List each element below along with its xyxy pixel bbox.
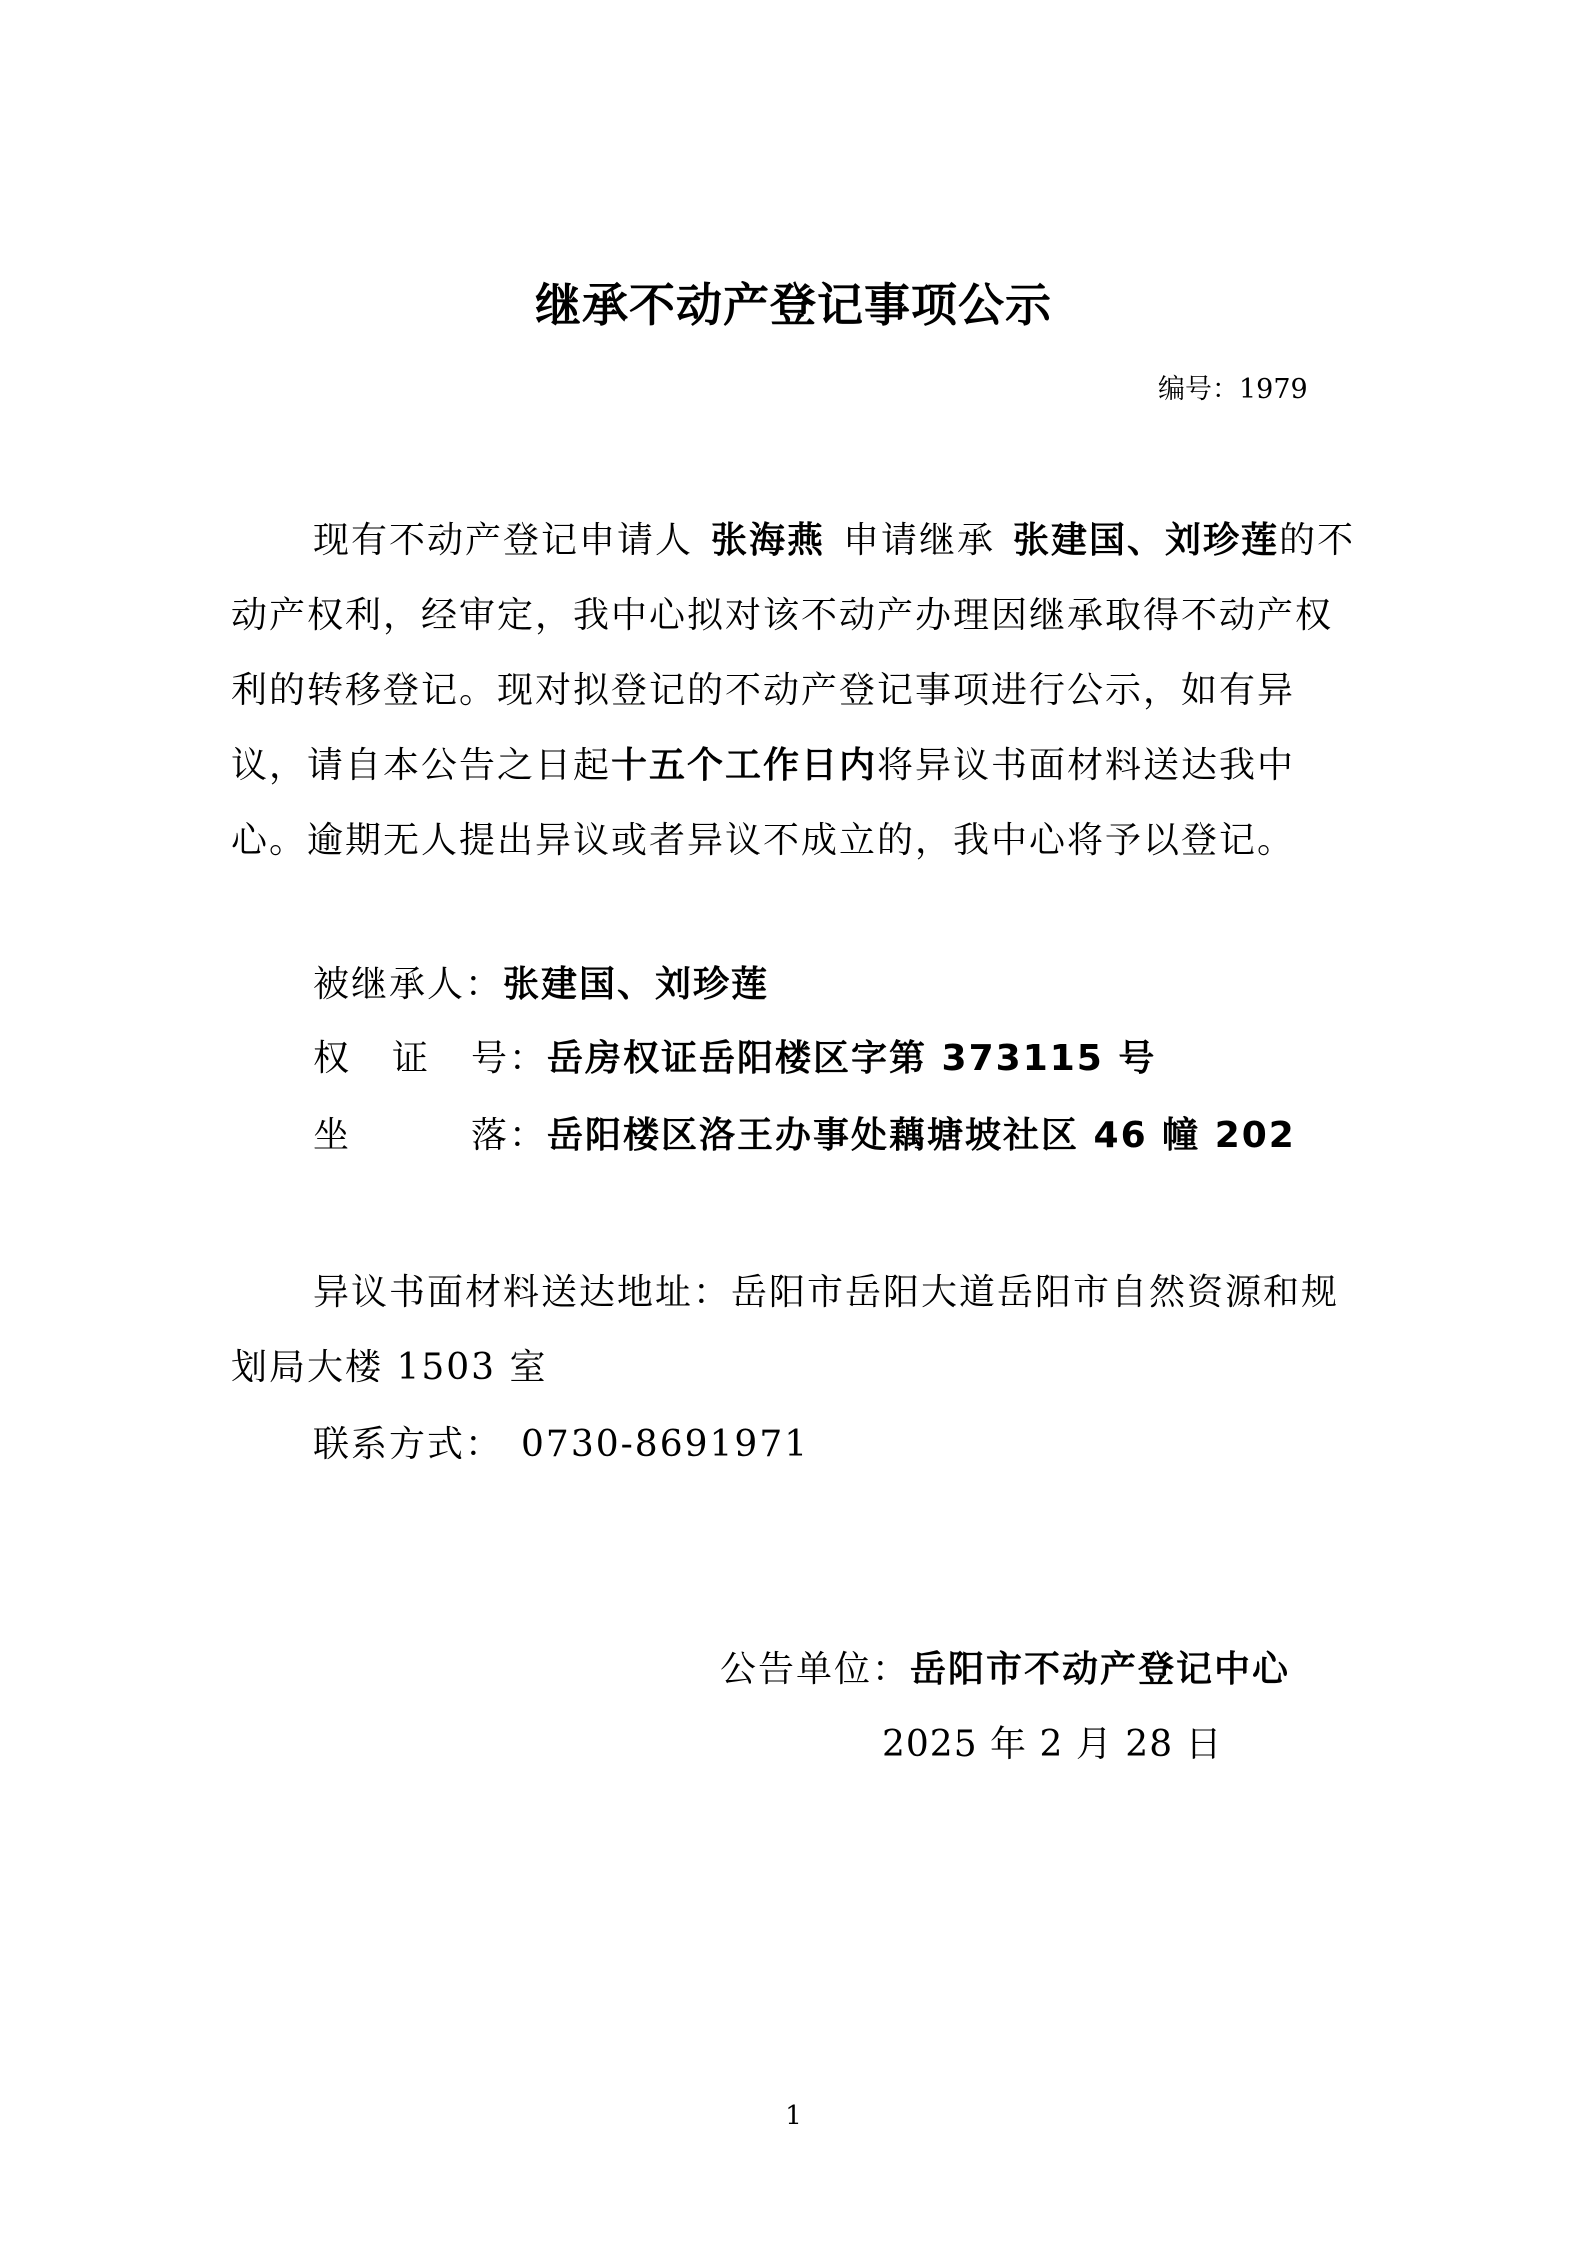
certificate-label: 权证号: [313, 1038, 509, 1079]
paragraph-tail: 将异议书面材料送达我中心。逾期无人提出异议或者异议不成立的，我中心将予以登记。: [231, 745, 1296, 861]
page-number: 1: [785, 2101, 802, 2131]
location-row: [313, 1111, 1296, 1161]
location-label: 坐落: [313, 1115, 509, 1156]
contact-label: 联系方式：: [313, 1424, 504, 1465]
contact-row: [313, 1420, 809, 1470]
paragraph-middle: 的不动产权利，经审定，我中心拟对该不动产办理因继承取得不动产权利的转移登记。现对拟登记的不动产登记事项进行公示，如有异议，请自本公告之日起: [231, 520, 1356, 786]
notice-date: 2025 年 2 月 28 日: [882, 1724, 1223, 1765]
document-title: 继承不动产登记事项公示: [535, 278, 1052, 332]
objection-address-paragraph: [231, 1255, 1361, 1405]
applicant-name: 张海燕: [711, 520, 826, 561]
contact-phone: 0730-8691971: [521, 1424, 810, 1465]
certificate-number: 岳房权证岳阳楼区字第 373115 号: [547, 1038, 1157, 1079]
objection-address-text: 异议书面材料送达地址：岳阳市岳阳大道岳阳市自然资源和规划局大楼 1503 室: [231, 1272, 1340, 1388]
issuer-name: 岳阳市不动产登记中心: [910, 1649, 1291, 1690]
location-colon: ：: [509, 1115, 548, 1156]
paragraph-lead: 现有不动产登记申请人: [313, 520, 694, 561]
certificate-colon: ：: [509, 1038, 548, 1079]
serial-number: 编号：1979: [1158, 374, 1308, 405]
decedent-names: 张建国、刘珍莲: [1013, 520, 1280, 561]
issuer-line: [720, 1645, 1290, 1695]
heirs-row: [313, 960, 769, 1010]
notice-paragraph: [231, 503, 1361, 878]
location-value: 岳阳楼区洛王办事处藕塘坡社区 46 幢 202: [547, 1115, 1296, 1156]
heirs-label: 被继承人：: [313, 964, 504, 1005]
apply-text: 申请继承: [843, 520, 996, 561]
heirs-value: 张建国、刘珍莲: [503, 964, 770, 1005]
issuer-label: 公告单位：: [720, 1649, 911, 1690]
certificate-row: [313, 1034, 1156, 1084]
objection-deadline: 十五个工作日内: [611, 745, 878, 786]
